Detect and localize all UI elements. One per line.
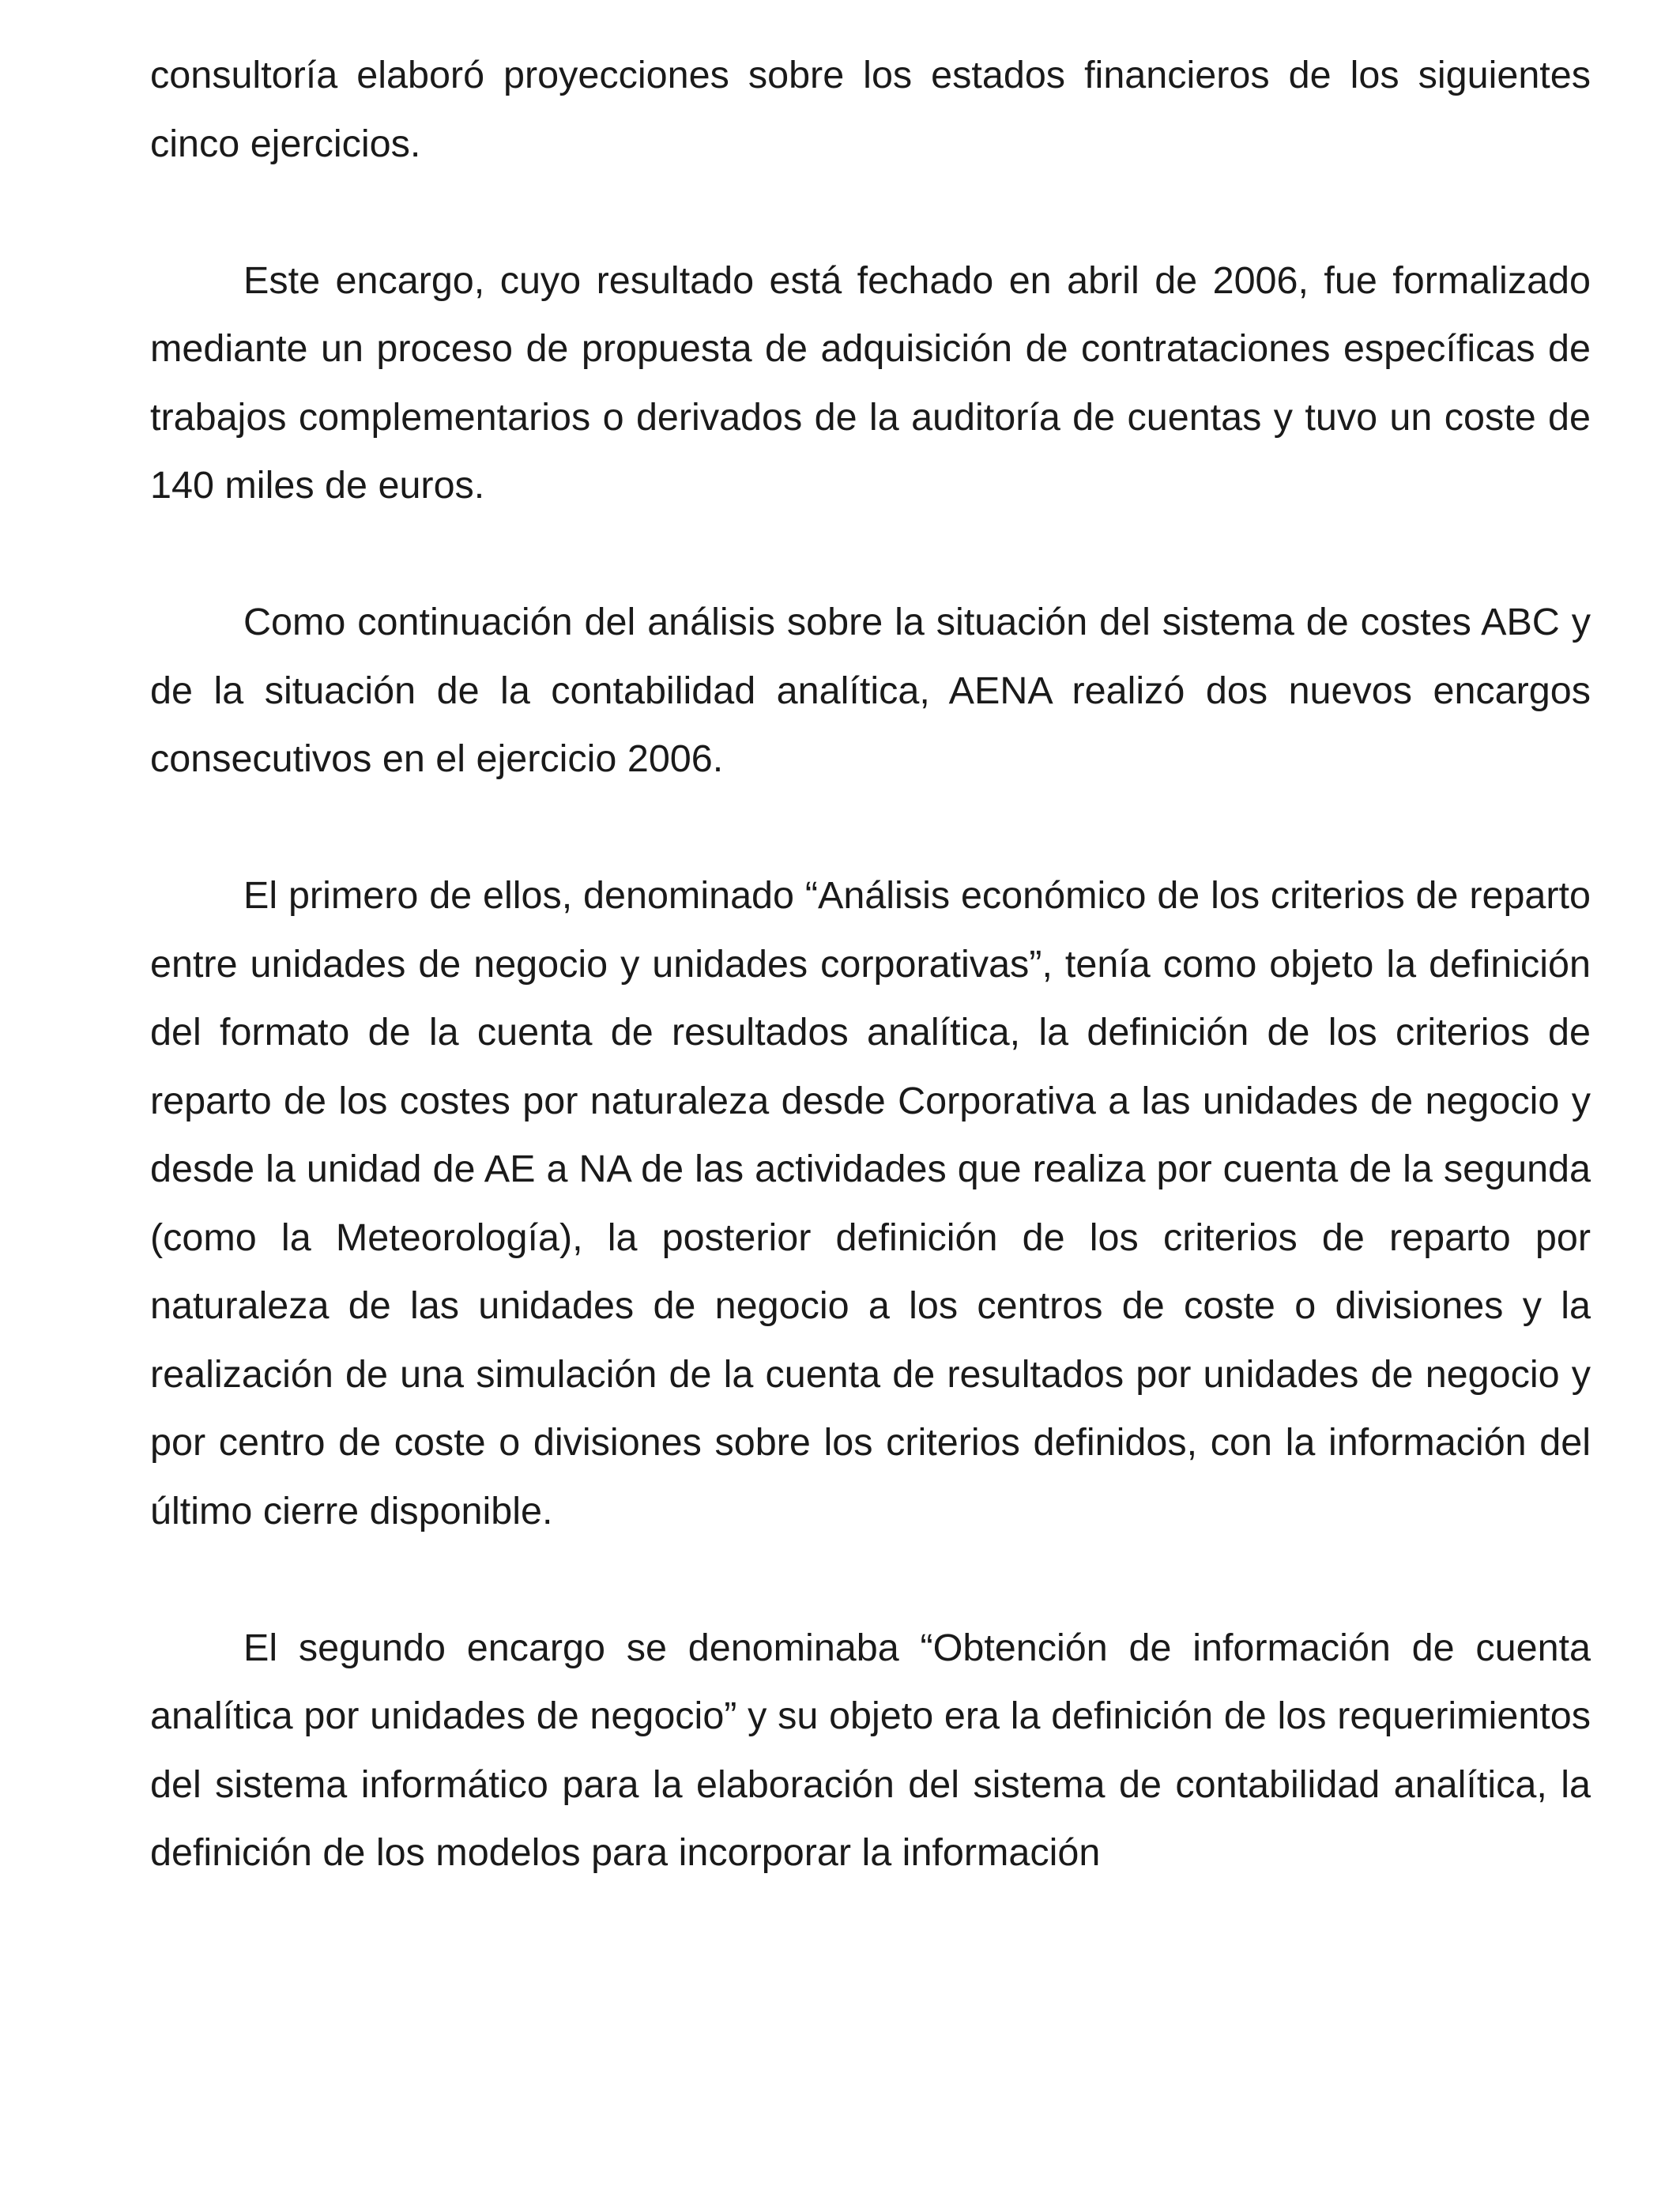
paragraph-second-engagement: El segundo encargo se denominaba “Obtención de información de cuenta analítica por unidades de negocio” y su objeto era la definición de los requerimientos del sistema informático para la elaboración del sistema de contabilidad analítica, la definición de los modelos para incorporar la información: [150, 1626, 1591, 1874]
document-page: [150, 41, 1591, 1887]
paragraph-abc-continuation: Como continuación del análisis sobre la situación del sistema de costes ABC y de la situación de la contabilidad analítica, AENA realizó dos nuevos encargos consecutivos en el ejercicio 2006.: [150, 601, 1591, 780]
paragraph-continued-projections: consultoría elaboró proyecciones sobre los estados financieros de los siguientes cinco ejercicios.: [150, 54, 1591, 165]
paragraph-first-engagement: El primero de ellos, denominado “Análisis económico de los criterios de reparto entre unidades de negocio y unidades corporativas”, tenía como objeto la definición del formato de la cuenta de resultados analítica, la definición de los criterios de reparto de los costes por naturaleza desde Corporativa a las unidades de negocio y desde la unidad de AE a NA de las actividades que realiza por cuenta de la segunda (como la Meteorología), la posterior definición de los criterios de reparto por naturaleza de las unidades de negocio a los centros de coste o divisiones y la realización de una simulación de la cuenta de resultados por unidades de negocio y por centro de coste o divisiones sobre los criterios definidos, con la información del último cierre disponible.: [150, 874, 1591, 1532]
paragraph-engagement-cost: Este encargo, cuyo resultado está fechado en abril de 2006, fue formalizado mediante un proceso de propuesta de adquisición de contrataciones específicas de trabajos complementarios o derivados de la auditoría de cuentas y tuvo un coste de 140 miles de euros.: [150, 258, 1591, 507]
